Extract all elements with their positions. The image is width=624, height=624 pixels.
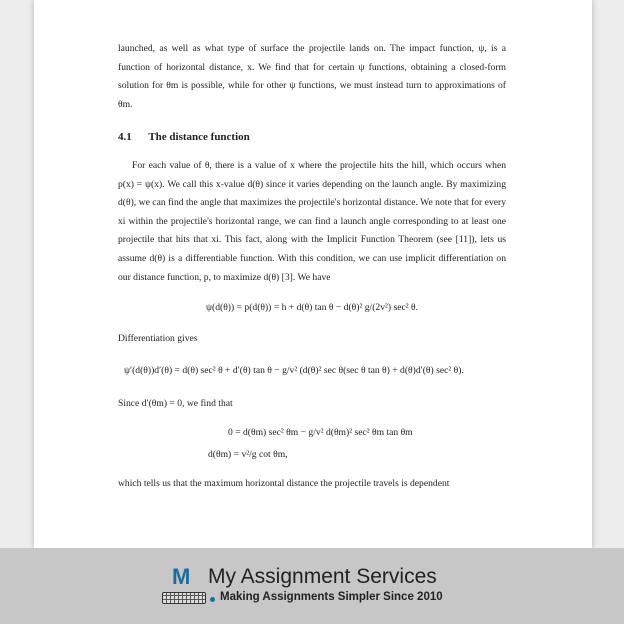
- brand-tagline: Making Assignments Simpler Since 2010: [220, 591, 443, 603]
- section-title: The distance function: [148, 131, 250, 144]
- paragraph-last: which tells us that the maximum horizontal distance the projectile travels is dependent: [118, 477, 450, 489]
- paragraph-intro: launched, as well as what type of surface the projectile lands on. The impact function, ψ, is a function of horizontal distance, x. We find that for certain ψ functions, obtaining a closed-form solution for θm is possible, while for other ψ functions, we must instead turn to approximations of θm.: [118, 43, 506, 110]
- paragraph-distance: For each value of θ, there is a value of x where the projectile hits the hill, which occurs when p(x) = ψ(x). We call this x-value d(θ) since it varies depending on the launch angle. By maximizing d(θ), we can find the angle that maximizes the projectile's horizontal distance. We note that for every xi within the projectile's horizontal range, we can find a launch angle corresponding to at least one projectile that hits that xi. This fact, along with the Implicit Function Theorem (see [11]), lets us assume d(θ) is a differentiable function. With this condition, we can use implicit differentiation on our distance function, p, to maximize d(θ) [3]. We have: [118, 159, 506, 283]
- section-number: 4.1: [118, 131, 132, 144]
- section-heading: [118, 128, 506, 147]
- equation-2: ψ′(d(θ))d′(θ) = d(θ) sec² θ + d′(θ) tan θ − g/v² (d(θ)² sec θ(sec θ tan θ) + d(θ)d′(θ) sec² θ).: [124, 365, 464, 377]
- equation-1: ψ(d(θ)) = p(d(θ)) = h + d(θ) tan θ − d(θ)² g/(2v²) sec² θ.: [206, 302, 418, 314]
- equation-3: [118, 424, 506, 465]
- equation-3-line-2: d(θm) = v²/g cot θm,: [208, 449, 288, 461]
- brand-logo-icon: M: [172, 564, 191, 589]
- page-content: [118, 40, 506, 493]
- dot-icon: [210, 597, 215, 602]
- brand-name: My Assignment Services: [208, 565, 437, 588]
- keyboard-icon: [162, 592, 206, 604]
- document-page: [34, 0, 592, 548]
- differentiation-text: Differentiation gives: [118, 332, 198, 344]
- since-text: Since d′(θm) = 0, we find that: [118, 397, 233, 409]
- equation-3-line-1: 0 = d(θm) sec² θm − g/v² d(θm)² sec² θm tan θm: [228, 426, 413, 438]
